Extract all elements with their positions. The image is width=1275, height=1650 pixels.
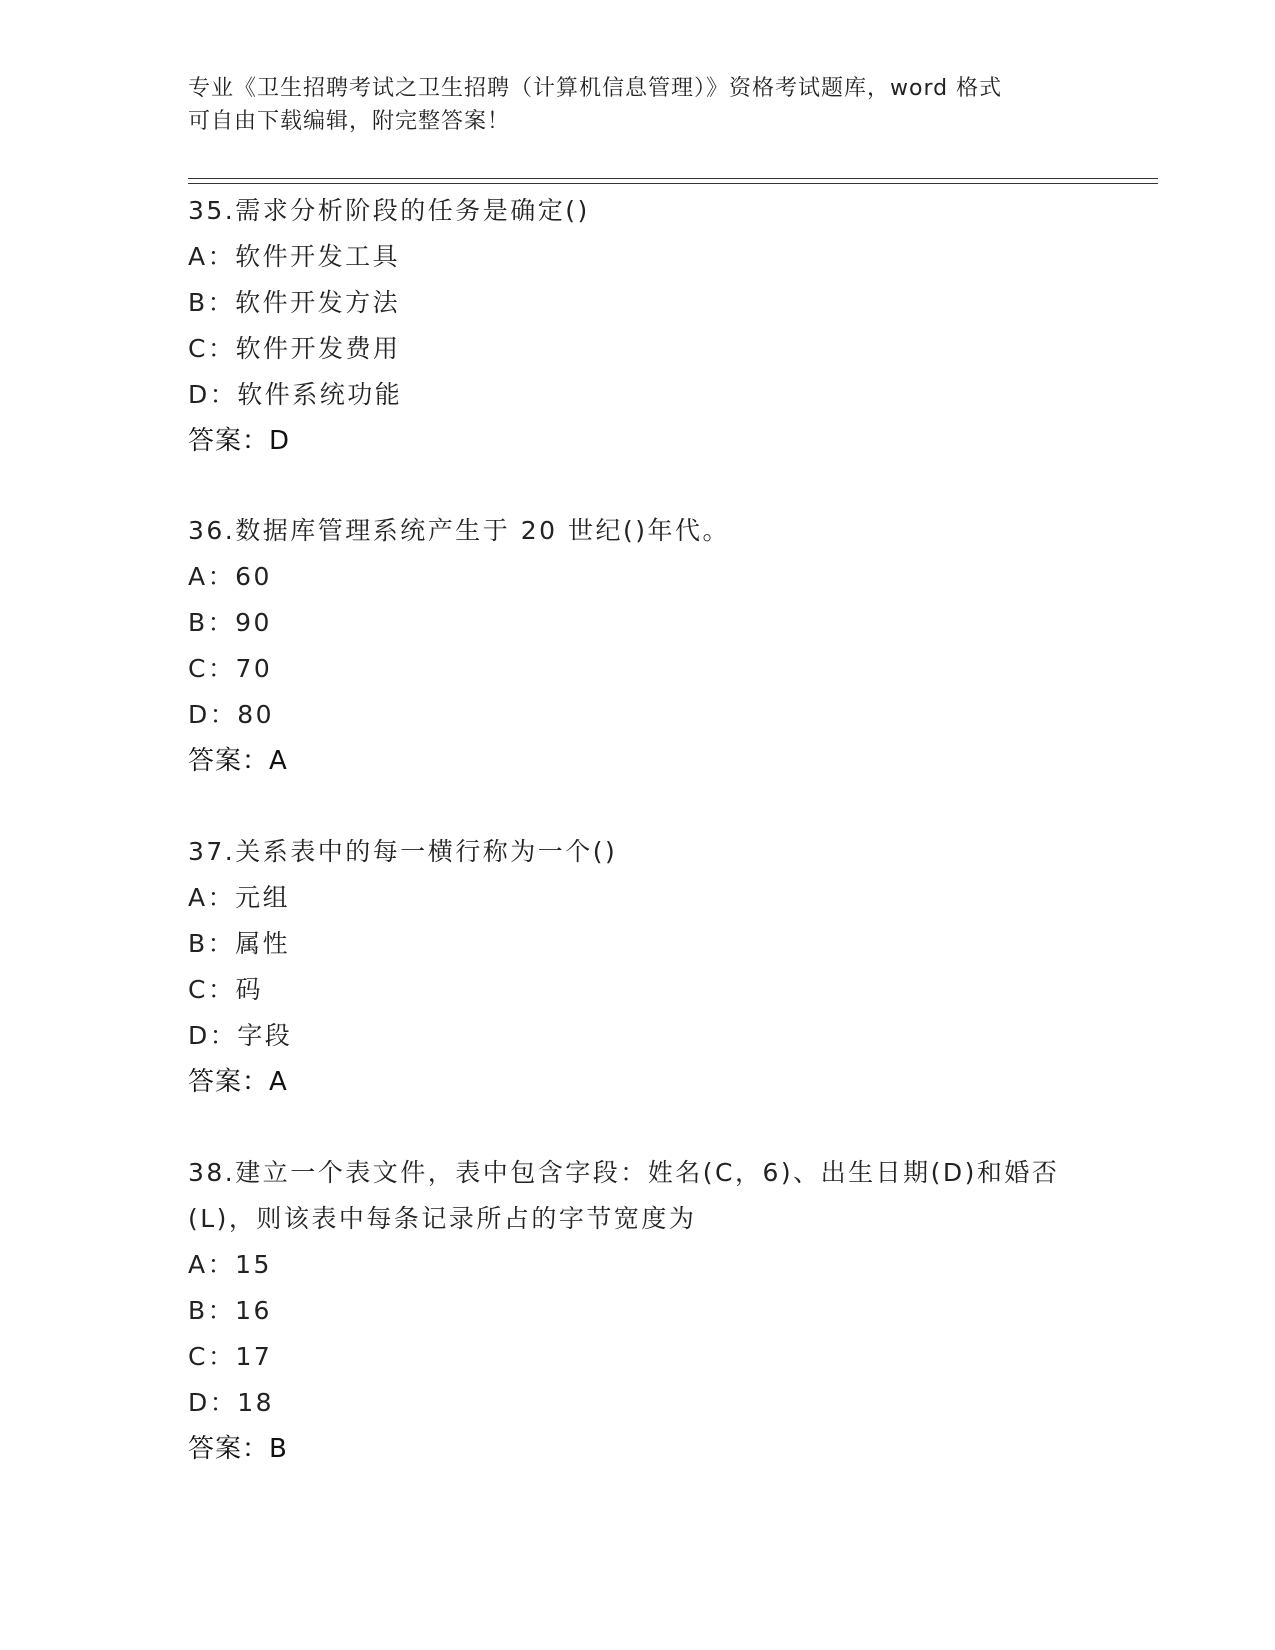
question-36	[188, 508, 1088, 784]
option-c: C：17	[188, 1342, 273, 1371]
option-b: B：16	[188, 1296, 272, 1325]
answer: 答案：B	[188, 1434, 288, 1464]
option-a: A：60	[188, 562, 272, 591]
question-stem: 35.需求分析阶段的任务是确定()	[188, 196, 590, 225]
option-d: D：18	[188, 1388, 275, 1417]
question-37	[188, 829, 1088, 1105]
option-c: C：码	[188, 975, 263, 1004]
question-stem: 36.数据库管理系统产生于 20 世纪()年代。	[188, 516, 730, 545]
document-header	[188, 72, 1088, 138]
option-b: B：属性	[188, 929, 291, 958]
option-d: D：80	[188, 700, 275, 729]
option-d: D：软件系统功能	[188, 380, 403, 409]
option-a: A：软件开发工具	[188, 242, 401, 271]
header-divider-top	[188, 178, 1158, 179]
option-b: B：软件开发方法	[188, 288, 401, 317]
question-stem: 37.关系表中的每一横行称为一个()	[188, 837, 618, 866]
option-a: A：15	[188, 1250, 272, 1279]
answer: 答案：A	[188, 746, 288, 776]
header-line-1: 专业《卫生招聘考试之卫生招聘（计算机信息管理）》资格考试题库，word 格式	[188, 76, 1003, 101]
option-a: A：元组	[188, 883, 291, 912]
question-38	[188, 1150, 1088, 1472]
option-b: B：90	[188, 608, 272, 637]
answer: 答案：D	[188, 426, 291, 456]
answer: 答案：A	[188, 1067, 288, 1097]
header-line-2: 可自由下载编辑，附完整答案！	[188, 109, 511, 134]
option-c: C：软件开发费用	[188, 334, 401, 363]
header-divider-bottom	[188, 183, 1158, 184]
option-c: C：70	[188, 654, 273, 683]
option-d: D：字段	[188, 1021, 293, 1050]
question-stem: 38.建立一个表文件，表中包含字段：姓名(C，6)、出生日期(D)和婚否(L)，则该表中每条记录所占的字节宽度为	[188, 1158, 1060, 1233]
question-35	[188, 188, 1088, 464]
